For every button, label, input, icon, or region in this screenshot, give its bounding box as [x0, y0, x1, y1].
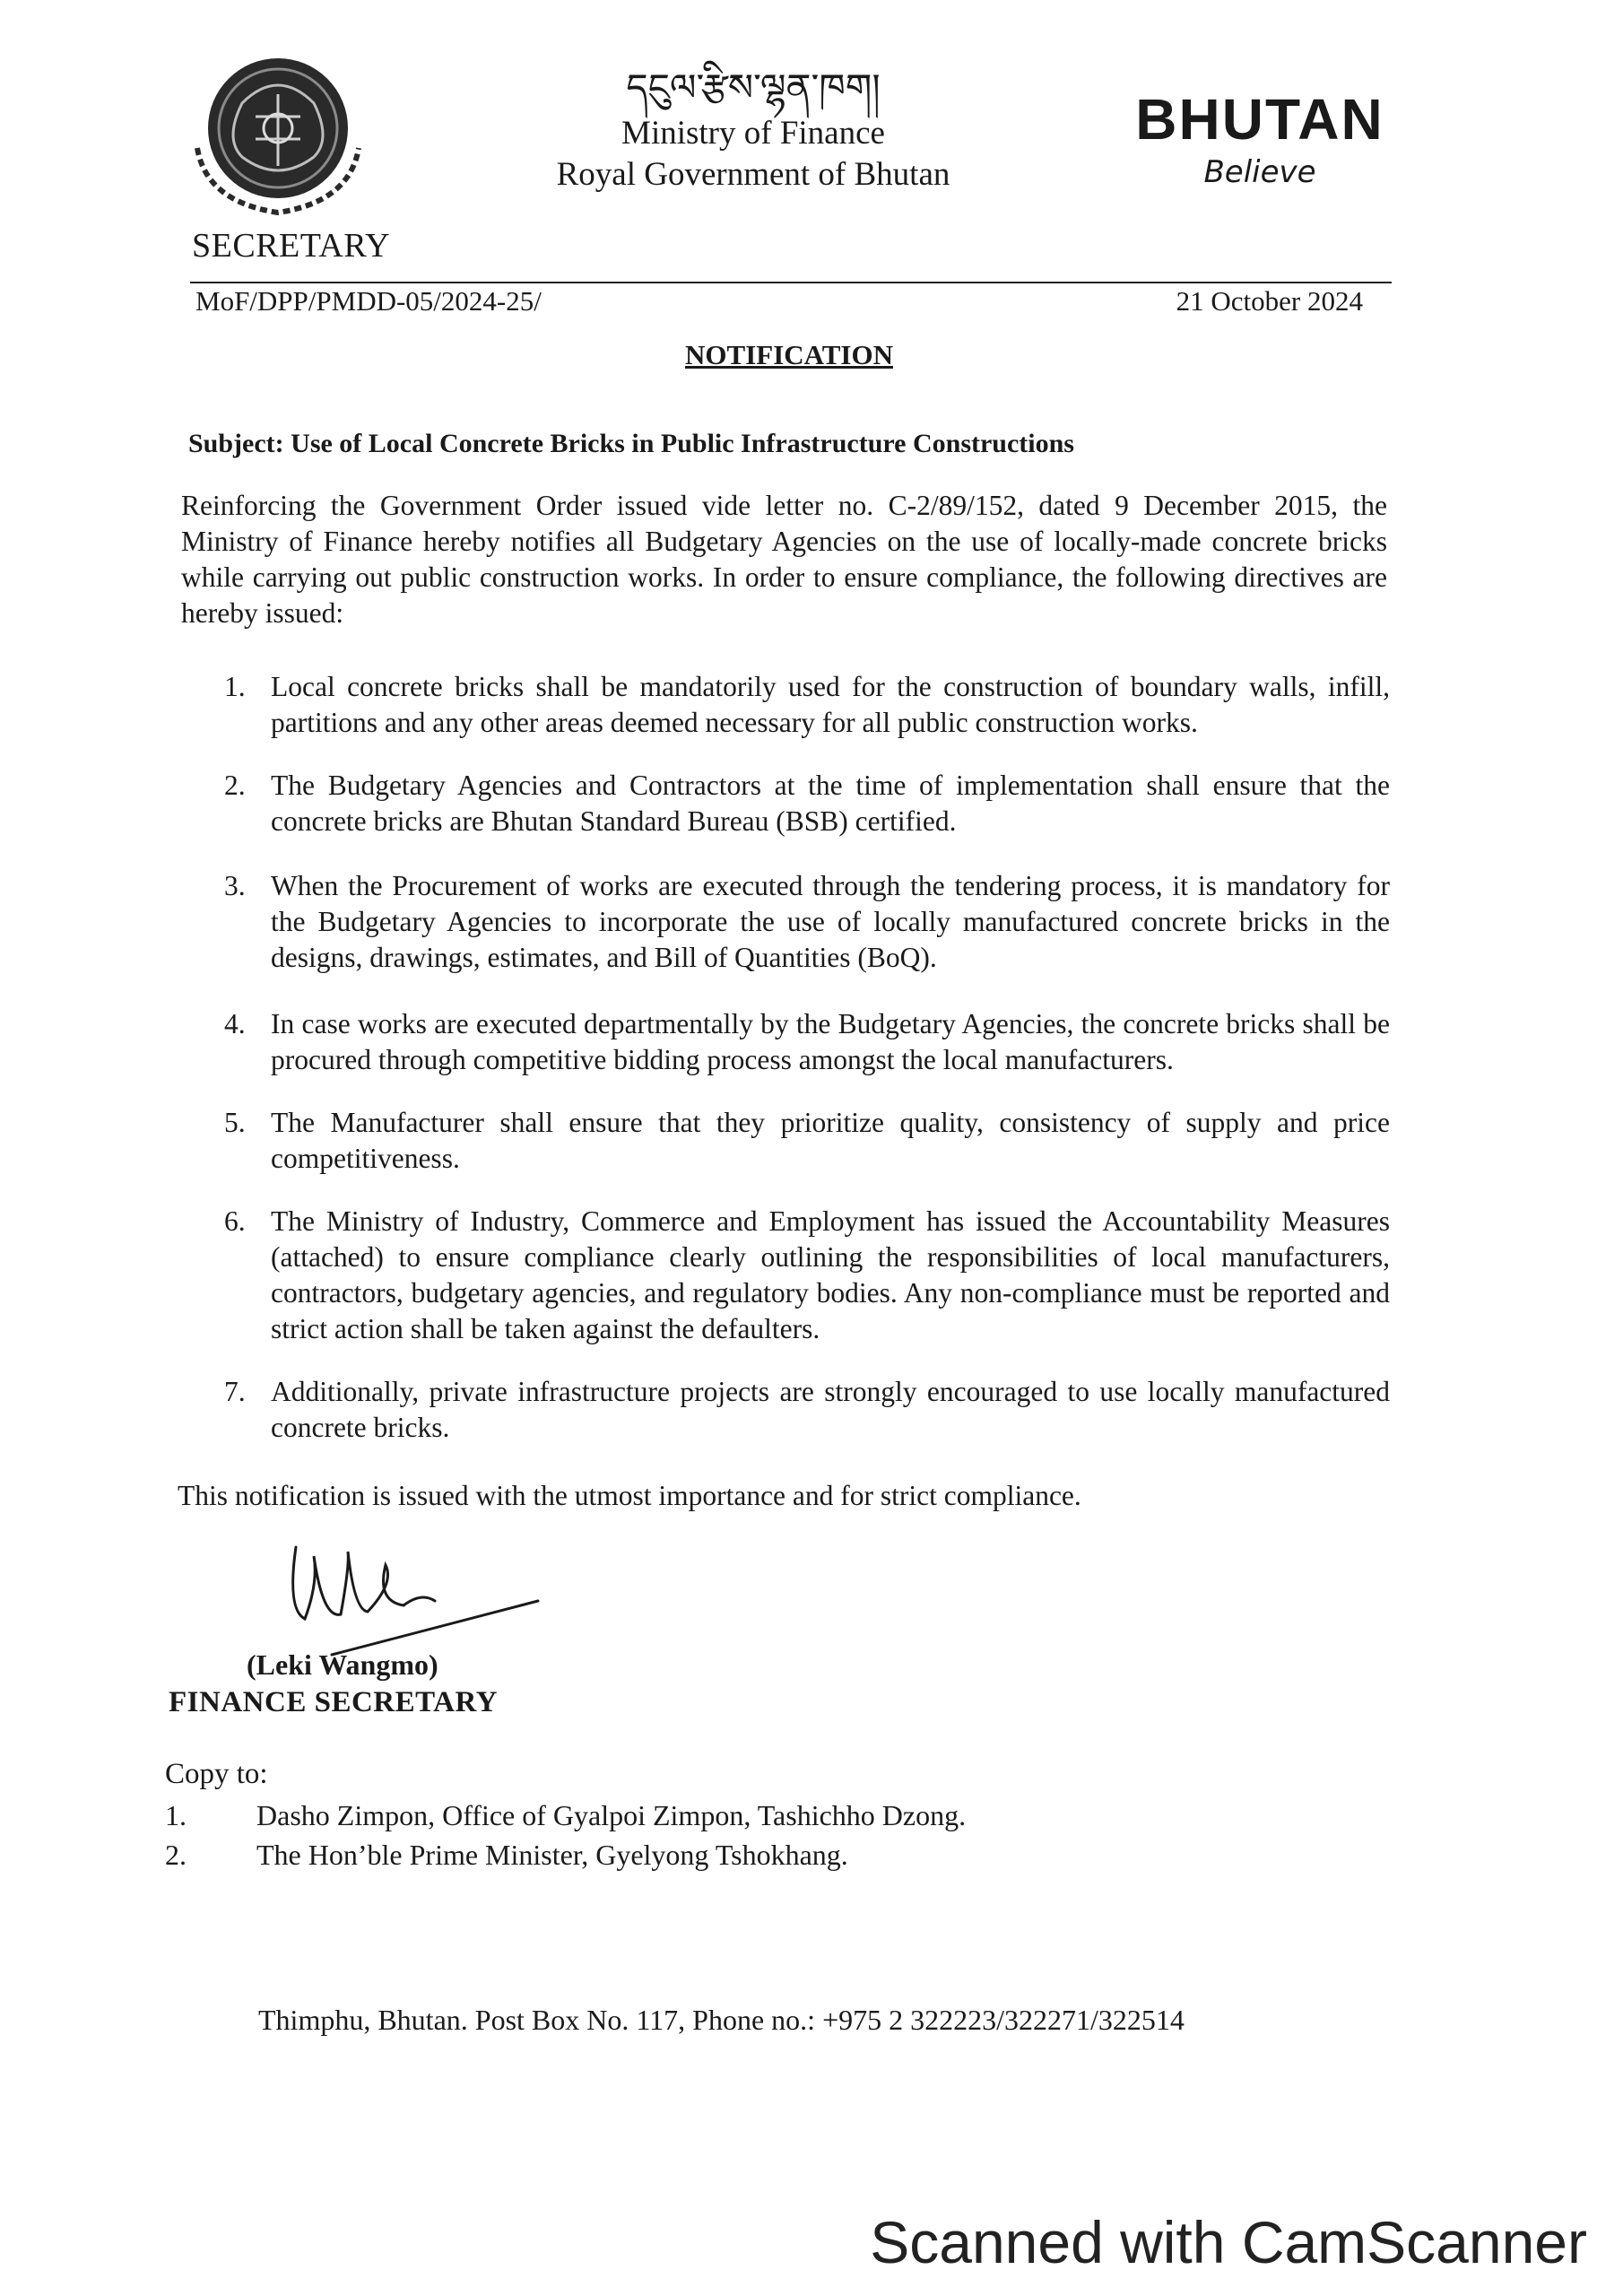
directive-item [179, 669, 1390, 741]
directive-item [179, 868, 1390, 976]
copy-to-list [165, 1796, 966, 1874]
directive-item [179, 768, 1390, 839]
directive-text: In case works are executed departmentally by the Budgetary Agencies, the concrete bricks shall be procured through competitive bidding process amongst the local manufacturers. [271, 1008, 1390, 1075]
reference-number: MoF/DPP/PMDD-05/2024-25/ [195, 285, 542, 317]
signatory-title: FINANCE SECRETARY [169, 1686, 499, 1718]
signatory-name: (Leki Wangmo) [247, 1648, 438, 1681]
header-divider [190, 282, 1392, 283]
government-name: Royal Government of Bhutan [556, 156, 950, 193]
subject-line: Subject: Use of Local Concrete Bricks in Public Infrastructure Constructions [188, 429, 1074, 458]
directive-number: 6. [224, 1205, 246, 1237]
directive-number: 2. [224, 770, 246, 801]
directive-number: 4. [224, 1008, 246, 1039]
copy-to-text: Dasho Zimpon, Office of Gyalpoi Zimpon, Tashichho Dzong. [256, 1799, 967, 1831]
directive-number: 1. [224, 671, 246, 702]
copy-to-item [165, 1835, 966, 1874]
directive-text: Additionally, private infrastructure projects are strongly encouraged to use locally manufactured concrete bricks. [271, 1376, 1390, 1443]
footer-address: Thimphu, Bhutan. Post Box No. 117, Phone no.: +975 2 322223/322271/322514 [258, 2004, 1185, 2036]
directive-number: 3. [224, 870, 246, 901]
brand-name: BHUTAN [1135, 87, 1384, 152]
directive-item [179, 1374, 1390, 1446]
copy-to-label: Copy to: [165, 1758, 268, 1790]
brand-logo [1121, 88, 1399, 192]
office-label: SECRETARY [192, 227, 391, 265]
copy-to-number: 1. [165, 1799, 187, 1831]
directive-item [179, 1204, 1390, 1347]
copy-to-item [165, 1796, 966, 1835]
closing-statement: This notification is issued with the utmost importance and for strict compliance. [178, 1480, 1081, 1511]
copy-to-text: The Hon’ble Prime Minister, Gyelyong Tshokhang. [256, 1839, 848, 1871]
directive-item [179, 1006, 1390, 1078]
notification-title: NOTIFICATION [685, 339, 893, 370]
ministry-name: Ministry of Finance [621, 115, 885, 152]
emblem-logo [179, 49, 377, 229]
signature-mark [278, 1529, 547, 1664]
directive-text: Local concrete bricks shall be mandatorily used for the construction of boundary walls, infill, partitions and any other areas deemed necessary for all public construction works. [271, 671, 1390, 738]
issue-date: 21 October 2024 [1176, 285, 1363, 317]
scanner-watermark: Scanned with CamScanner [870, 2209, 1587, 2275]
directive-text: The Ministry of Industry, Commerce and Employment has issued the Accountability Measures (attached) to ensure compliance clearly outlining the responsibilities of local manufacturers, contractors, budgetary agencies, and regulatory bodies. Any non-compliance must be reported and strict action shall be taken against the defaulters. [271, 1205, 1390, 1344]
copy-to-number: 2. [165, 1839, 187, 1871]
brand-tagline: Believe [1203, 154, 1316, 190]
directive-text: The Manufacturer shall ensure that they prioritize quality, consistency of supply and price competitiveness. [271, 1107, 1390, 1174]
directive-text: When the Procurement of works are executed through the tendering process, it is mandatory for the Budgetary Agencies to incorporate the use of locally manufactured concrete bricks in the designs, drawings, estimates, and Bill of Quantities (BoQ). [271, 870, 1390, 973]
directive-item [179, 1105, 1390, 1177]
directive-number: 5. [224, 1107, 246, 1138]
directive-text: The Budgetary Agencies and Contractors at the time of implementation shall ensure that the concrete bricks are Bhutan Standard Bureau (BSB) certified. [271, 770, 1390, 837]
ministry-header [502, 63, 1004, 196]
directive-number: 7. [224, 1376, 246, 1407]
directives-list [179, 669, 1390, 1446]
dzongkha-title: དངུལ་རྩིས་ལྷན་ཁག། [626, 65, 881, 109]
intro-paragraph: Reinforcing the Government Order issued vide letter no. C-2/89/152, dated 9 December 2015, the Ministry of Finance hereby notifies all Budgetary Agencies on the use of locally-made concrete bricks while carrying out public construction works. In order to ensure compliance, the following directives are hereby issued: [181, 490, 1387, 629]
